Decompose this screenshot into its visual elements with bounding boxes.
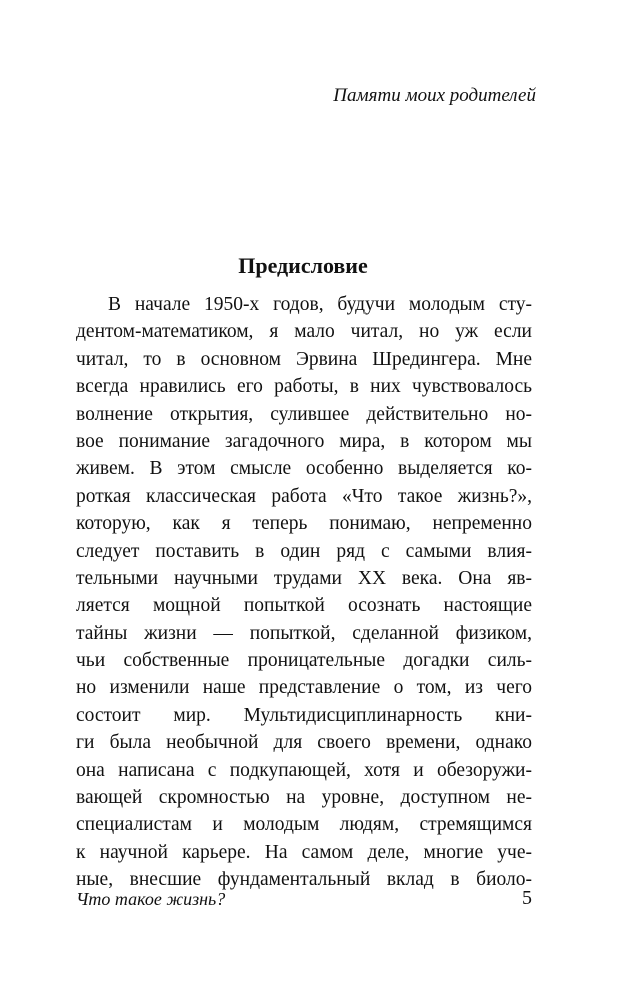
text-line: ги была необычной для своего времени, однако [76, 732, 532, 754]
text-line: ляется мощной попыткой осознать настоящие [76, 595, 532, 617]
text-line: к научной карьере. На самом деле, многие уче- [76, 841, 532, 863]
text-line: волнение открытия, сулившее действительно но- [76, 403, 532, 425]
dedication: Памяти моих родителей [333, 85, 536, 106]
text-line: которую, как я теперь понимаю, непременно [76, 513, 532, 535]
text-line: состоит мир. Мультидисциплинарность кни- [76, 704, 532, 726]
text-line: чьи собственные проницательные догадки силь- [76, 650, 532, 672]
text-line: ные, внесшие фундаментальный вклад в биоло- [76, 869, 532, 891]
text-line: тайны жизни — попыткой, сделанной физиком, [76, 622, 532, 644]
text-line: вающей скромностью на уровне, доступном не- [76, 787, 532, 809]
text-line: она написана с подкупающей, хотя и обезоружи- [76, 759, 532, 781]
text-line: живем. В этом смысле особенно выделяется ко- [76, 458, 532, 480]
running-footer-title: Что такое жизнь? [76, 889, 226, 909]
body-paragraph [76, 291, 532, 894]
page-number: 5 [522, 887, 532, 909]
text-line: дентом-математиком, я мало читал, но уж если [76, 321, 532, 343]
text-line: специалистам и молодым людям, стремящимся [76, 814, 532, 836]
text-line: всегда нравились его работы, в них чувствовалось [76, 376, 532, 398]
text-line: роткая классическая работа «Что такое жизнь?», [76, 485, 532, 507]
text-line: тельными научными трудами XX века. Она яв- [76, 567, 532, 589]
text-line: вое понимание загадочного мира, в котором мы [76, 430, 532, 452]
text-line: но изменили наше представление о том, из чего [76, 677, 532, 699]
text-line: читал, то в основном Эрвина Шредингера. Мне [76, 348, 532, 370]
text-line: В начале 1950-х годов, будучи молодым сту- [108, 294, 532, 315]
text-line: следует поставить в один ряд с самыми влия- [76, 540, 532, 562]
section-heading: Предисловие [238, 253, 368, 278]
